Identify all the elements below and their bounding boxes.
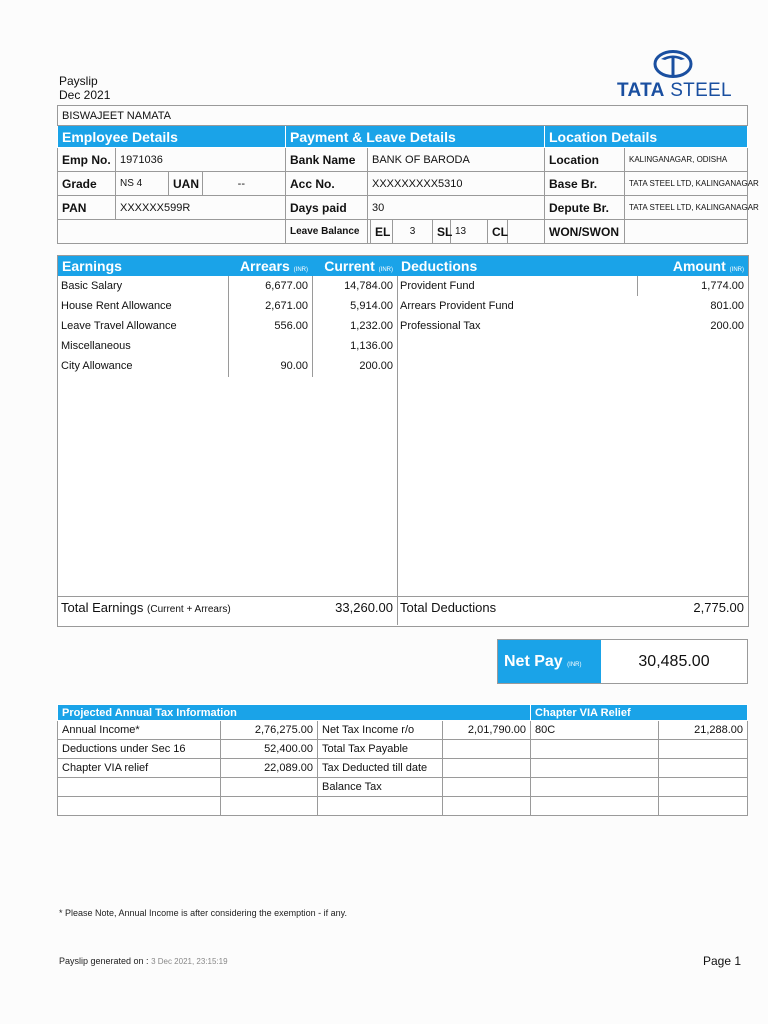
depute-branch-value: TATA STEEL LTD, KALINGANAGAR	[625, 196, 748, 220]
tax-cell	[443, 740, 531, 759]
current-header: Current (INR)	[312, 256, 397, 276]
tax-cell: Chapter VIA relief	[58, 759, 221, 778]
deduction-name: Professional Tax	[400, 320, 481, 332]
earning-current: 1,136.00	[350, 340, 393, 352]
amount-header: Amount (INR)	[637, 256, 748, 276]
arrears-header: Arrears (INR)	[228, 256, 312, 276]
won-swon-label: WON/SWON	[545, 220, 625, 244]
tax-cell: Total Tax Payable	[318, 740, 443, 759]
tax-cell: 52,400.00	[221, 740, 318, 759]
tax-cell: 21,288.00	[659, 721, 748, 740]
base-branch-value: TATA STEEL LTD, KALINGANAGAR	[625, 172, 748, 196]
tax-cell	[443, 778, 531, 797]
el-label: EL	[371, 220, 393, 244]
net-pay-box	[497, 639, 748, 684]
earning-current: 1,232.00	[350, 320, 393, 332]
earning-name: Miscellaneous	[61, 340, 131, 352]
earning-current: 200.00	[359, 360, 393, 372]
divider	[58, 596, 748, 597]
tax-cell	[659, 797, 748, 816]
earnings-header: Earnings	[58, 256, 232, 276]
tax-cell: Balance Tax	[318, 778, 443, 797]
tax-cell	[531, 759, 659, 778]
total-earnings-label: Total Earnings (Current + Arrears)	[61, 600, 231, 615]
sl-label: SL	[433, 220, 451, 244]
total-earnings-note: (Current + Arrears)	[147, 604, 231, 615]
net-pay-label: Net Pay (INR)	[498, 640, 601, 683]
tata-steel-logo	[617, 50, 741, 102]
tax-cell	[531, 797, 659, 816]
tax-cell	[659, 759, 748, 778]
annual-income-note: * Please Note, Annual Income is after considering the exemption - if any.	[59, 908, 347, 918]
earning-name: Basic Salary	[61, 280, 123, 292]
earning-arrears: 2,671.00	[265, 300, 308, 312]
annual-tax-table	[57, 704, 748, 816]
deduction-name: Arrears Provident Fund	[400, 300, 514, 312]
net-pay-value: 30,485.00	[638, 653, 710, 670]
sl-value: 13	[451, 220, 488, 244]
total-deductions-value: 2,775.00	[693, 600, 744, 615]
deduction-amount: 200.00	[710, 320, 744, 332]
deduction-amount: 801.00	[710, 300, 744, 312]
deduction-amount: 1,774.00	[701, 280, 744, 292]
tax-cell: 22,089.00	[221, 759, 318, 778]
won-swon-value	[625, 220, 748, 244]
earning-name: Leave Travel Allowance	[61, 320, 177, 332]
tax-cell	[443, 797, 531, 816]
location-label: Location	[545, 148, 625, 172]
tax-cell	[443, 759, 531, 778]
uan-value: --	[203, 172, 286, 196]
pan-value: XXXXXX599R	[116, 196, 286, 220]
earning-arrears: 90.00	[280, 360, 308, 372]
divider	[397, 276, 398, 625]
days-paid-value: 30	[368, 196, 545, 220]
earning-current: 14,784.00	[344, 280, 393, 292]
employee-details-table	[57, 105, 759, 244]
tax-cell: 2,01,790.00	[443, 721, 531, 740]
tax-cell	[221, 778, 318, 797]
generated-timestamp: 3 Dec 2021, 23:15:19	[151, 957, 228, 966]
payslip-title	[59, 74, 110, 102]
pan-label: PAN	[58, 196, 116, 220]
uan-label: UAN	[169, 172, 203, 196]
tax-cell	[58, 778, 221, 797]
tax-cell: 80C	[531, 721, 659, 740]
tax-cell: Tax Deducted till date	[318, 759, 443, 778]
el-value: 3	[393, 220, 433, 244]
projected-tax-header: Projected Annual Tax Information	[58, 705, 531, 721]
base-branch-label: Base Br.	[545, 172, 625, 196]
tax-cell	[531, 740, 659, 759]
earning-name: House Rent Allowance	[61, 300, 172, 312]
bank-name-value: BANK OF BARODA	[368, 148, 545, 172]
leave-balance-label: Leave Balance	[286, 220, 368, 244]
tax-cell: Net Tax Income r/o	[318, 721, 443, 740]
earnings-deductions-table	[57, 255, 749, 627]
tax-cell: 2,76,275.00	[221, 721, 318, 740]
employee-details-header: Employee Details	[58, 126, 286, 148]
days-paid-label: Days paid	[286, 196, 368, 220]
logo-wordmark: TATA STEEL	[617, 80, 732, 101]
tax-cell	[659, 778, 748, 797]
earning-current: 5,914.00	[350, 300, 393, 312]
location-value: KALINGANAGAR, ODISHA	[625, 148, 748, 172]
payslip-label: Payslip	[59, 74, 98, 88]
blank-cell	[58, 220, 286, 244]
tax-cell	[318, 797, 443, 816]
tax-cell	[58, 797, 221, 816]
tax-cell	[659, 740, 748, 759]
page-number: Page 1	[703, 954, 742, 968]
acc-no-value: XXXXXXXXX5310	[368, 172, 545, 196]
deductions-header: Deductions	[397, 256, 637, 276]
payslip-period: Dec 2021	[59, 88, 111, 102]
tax-cell: Deductions under Sec 16	[58, 740, 221, 759]
generated-on	[59, 956, 228, 966]
deduction-name: Provident Fund	[400, 280, 475, 292]
payment-leave-header: Payment & Leave Details	[286, 126, 545, 148]
chapter-via-header: Chapter VIA Relief	[531, 705, 748, 721]
earning-arrears	[228, 336, 308, 356]
depute-branch-label: Depute Br.	[545, 196, 625, 220]
employee-name: BISWAJEET NAMATA	[58, 106, 748, 126]
tax-cell	[531, 778, 659, 797]
bank-name-label: Bank Name	[286, 148, 368, 172]
acc-no-label: Acc No.	[286, 172, 368, 196]
earning-name: City Allowance	[61, 360, 133, 372]
earning-arrears: 6,677.00	[265, 280, 308, 292]
emp-no-value: 1971036	[116, 148, 286, 172]
tata-logo-icon	[653, 50, 693, 78]
cl-value	[508, 220, 545, 244]
tax-cell: Annual Income*	[58, 721, 221, 740]
location-details-header: Location Details	[545, 126, 748, 148]
earning-arrears: 556.00	[274, 320, 308, 332]
total-deductions-label: Total Deductions	[400, 600, 497, 615]
generated-label: Payslip generated on :	[59, 956, 152, 966]
emp-no-label: Emp No.	[58, 148, 116, 172]
cl-label: CL	[488, 220, 508, 244]
total-earnings-value: 33,260.00	[335, 600, 393, 615]
grade-value: NS 4	[116, 172, 169, 196]
tax-cell	[221, 797, 318, 816]
grade-label: Grade	[58, 172, 116, 196]
